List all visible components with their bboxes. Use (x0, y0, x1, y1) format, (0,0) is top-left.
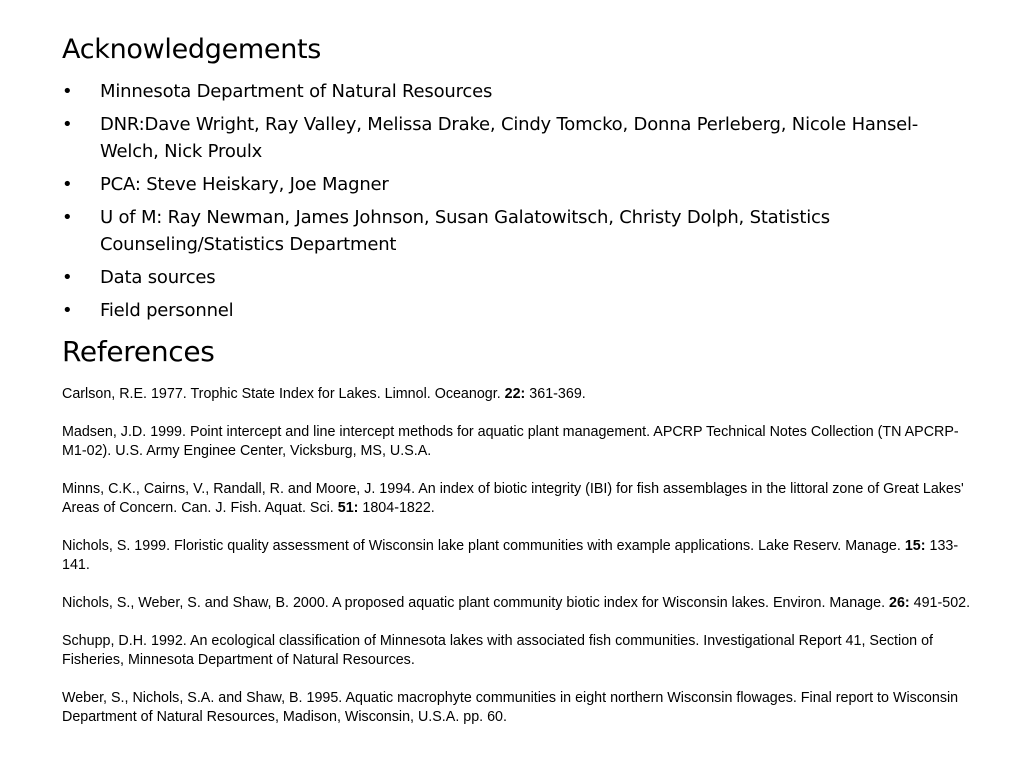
reference-volume: 15: (904, 538, 926, 554)
bullet-icon: • (62, 300, 73, 321)
bullet-icon: • (62, 207, 73, 228)
reference-entry (62, 594, 982, 613)
list-item-text: U of M: Ray Newman, James Johnson, Susan Galatowitsch, Christy Dolph, Statistics Counseling/Statistics Department (100, 207, 830, 255)
bullet-icon: • (62, 81, 73, 102)
reference-text: Minns, C.K., Cairns, V., Randall, R. and Moore, J. 1994. An index of biotic integrity (IBI) for fish assemblages in the littoral zone of Great Lakes' Areas of Concern. Can. J. Fish. Aquat. Sci. (62, 481, 964, 516)
reference-text: Nichols, S., Weber, S. and Shaw, B. 2000. A proposed aquatic plant community biotic index for Wisconsin lakes. Environ. Manage. (62, 595, 890, 611)
acknowledgements-heading: Acknowledgements (62, 34, 322, 65)
reference-volume: 51: (337, 500, 359, 516)
bullet-icon: • (62, 267, 73, 288)
list-item-text: DNR:Dave Wright, Ray Valley, Melissa Drake, Cindy Tomcko, Donna Perleberg, Nicole Hansel-Welch, Nick Proulx (100, 114, 919, 162)
references-heading: References (62, 335, 215, 368)
list-item-text: PCA: Steve Heiskary, Joe Magner (100, 174, 389, 195)
list-item-text: Field personnel (100, 300, 234, 321)
reference-entry (62, 537, 982, 575)
list-item (62, 78, 962, 105)
reference-volume: 22: (504, 386, 526, 402)
reference-text: Carlson, R.E. 1977. Trophic State Index for Lakes. Limnol. Oceanogr. (62, 386, 505, 402)
reference-entry (62, 480, 982, 518)
reference-pages: 491-502. (909, 595, 971, 611)
reference-text: Madsen, J.D. 1999. Point intercept and line intercept methods for aquatic plant management. APCRP Technical Notes Collection (TN APCRP-M1-02). U.S. Army Enginee Center, Vicksburg, MS, U.S.A. (62, 424, 959, 459)
reference-text: Weber, S., Nichols, S.A. and Shaw, B. 1995. Aquatic macrophyte communities in eight northern Wisconsin flowages. Final report to Wisconsin Department of Natural Resources, Madison, Wisconsin, U.S.A. pp. 60. (62, 690, 959, 725)
list-item (62, 297, 962, 324)
reference-volume: 26: (889, 595, 910, 611)
reference-entry (62, 385, 982, 404)
reference-pages: 361-369. (525, 386, 586, 402)
list-item (62, 264, 962, 291)
reference-pages: 1804-1822. (358, 500, 435, 516)
reference-text: Nichols, S. 1999. Floristic quality assessment of Wisconsin lake plant communities with example applications. Lake Reserv. Manage. (62, 538, 905, 554)
bullet-icon: • (62, 114, 73, 135)
list-item-text: Data sources (100, 267, 216, 288)
references-list (62, 385, 982, 746)
list-item (62, 204, 962, 258)
list-item-text: Minnesota Department of Natural Resources (100, 81, 493, 102)
reference-entry (62, 632, 982, 670)
reference-pages: 133-141. (62, 538, 959, 573)
reference-text: Schupp, D.H. 1992. An ecological classification of Minnesota lakes with associated fish communities. Investigational Report 41, Section of Fisheries, Minnesota Department of Natural Resources. (62, 633, 933, 668)
reference-entry (62, 689, 982, 727)
list-item (62, 111, 962, 165)
acknowledgements-list (62, 78, 962, 330)
bullet-icon: • (62, 174, 73, 195)
list-item (62, 171, 962, 198)
reference-entry (62, 423, 982, 461)
